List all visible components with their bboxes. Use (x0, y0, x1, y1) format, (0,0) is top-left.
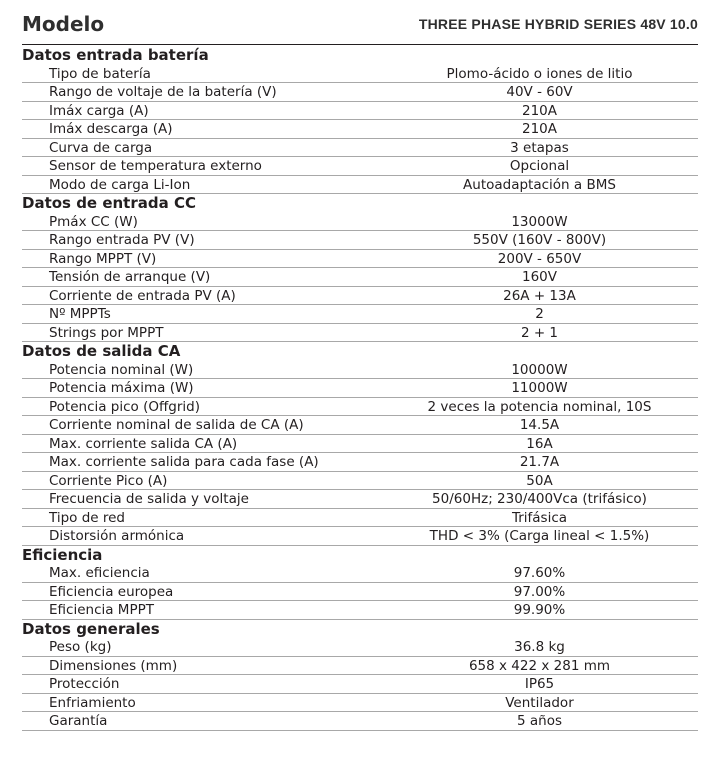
row-value: 50/60Hz; 230/400Vca (trifásico) (432, 491, 647, 507)
row-label: Garantía (49, 713, 108, 729)
row-label: Potencia nominal (W) (49, 361, 194, 378)
row-value: 36.8 kg (514, 639, 565, 655)
row-value: 2 (535, 306, 544, 322)
row-label: Eficiencia MPPT (49, 602, 154, 618)
table-row (22, 379, 698, 398)
row-value: 97.00% (513, 583, 566, 600)
row-label: Corriente Pico (A) (49, 472, 168, 489)
row-label: Dimensiones (mm) (49, 657, 178, 674)
table-row (22, 509, 698, 528)
row-label: Sensor de temperatura externo (49, 158, 262, 174)
header-divider (22, 44, 698, 45)
row-value: 210A (521, 102, 557, 119)
table-row (22, 490, 698, 509)
row-value: 50A (526, 472, 553, 489)
table-row (22, 83, 698, 102)
section-title: Datos de salida CA (22, 342, 181, 360)
row-label: Tipo de batería (49, 65, 151, 82)
row-value: 97.60% (513, 565, 566, 581)
row-label: Corriente nominal de salida de CA (A) (49, 417, 304, 433)
table-row (22, 65, 698, 84)
table-row (22, 213, 698, 232)
section-title: Datos de entrada CC (22, 194, 196, 212)
table-row (22, 712, 698, 731)
row-value: 21.7A (519, 454, 560, 470)
table-row (22, 231, 698, 250)
table-row (22, 657, 698, 676)
table-row (22, 435, 698, 454)
row-value: 200V - 650V (497, 250, 582, 267)
table-row (22, 527, 698, 546)
row-label: Rango MPPT (V) (49, 250, 157, 267)
row-label: Imáx descarga (A) (49, 121, 173, 137)
row-label: Imáx carga (A) (49, 102, 149, 119)
row-value: 10000W (511, 361, 568, 378)
row-value: 658 x 422 x 281 mm (468, 657, 611, 674)
row-label: Frecuencia de salida y voltaje (49, 491, 249, 507)
table-row (22, 250, 698, 269)
section-title: Datos generales (22, 619, 160, 638)
header (22, 8, 698, 42)
row-label: Pmáx CC (W) (49, 213, 138, 230)
row-label: Strings por MPPT (49, 324, 164, 341)
row-value: Plomo-ácido o iones de litio (446, 65, 633, 82)
row-value: 210A (521, 121, 557, 137)
row-label: Max. corriente salida CA (A) (49, 435, 238, 452)
table-row (22, 176, 698, 195)
row-value: 5 años (516, 713, 562, 729)
row-value: Trifásica (511, 509, 568, 526)
row-value: 2 + 1 (520, 324, 559, 341)
table-row (22, 675, 698, 694)
row-label: Distorsión armónica (49, 528, 185, 544)
table-row (22, 416, 698, 435)
row-value: 26A + 13A (503, 287, 576, 304)
table-row (22, 268, 698, 287)
row-label: Tipo de red (49, 509, 125, 526)
row-value: Opcional (509, 158, 570, 174)
row-label: Nº MPPTs (49, 306, 111, 322)
row-label: Potencia máxima (W) (49, 380, 194, 396)
row-label: Tensión de arranque (V) (49, 269, 211, 285)
row-value: 13000W (511, 213, 568, 230)
table-row (22, 102, 698, 121)
section-title: Eficiencia (22, 545, 103, 564)
table-row (22, 453, 698, 472)
row-label: Eficiencia europea (49, 583, 174, 600)
table-row (22, 694, 698, 713)
row-value: 16A (526, 435, 553, 452)
row-value: 3 etapas (510, 139, 569, 156)
row-value: IP65 (524, 676, 555, 692)
row-label: Peso (kg) (49, 639, 112, 655)
table-row (22, 139, 698, 158)
row-value: 11000W (511, 380, 568, 396)
row-value: 2 veces la potencia nominal, 10S (427, 398, 652, 415)
table-row (22, 564, 698, 583)
page-title: Modelo (22, 12, 105, 36)
table-row (22, 305, 698, 324)
table-row (22, 157, 698, 176)
row-label: Max. eficiencia (49, 565, 150, 581)
row-value: 99.90% (513, 602, 566, 618)
table-row (22, 601, 698, 620)
row-label: Corriente de entrada PV (A) (49, 287, 236, 304)
section-title: Datos entrada batería (22, 46, 209, 64)
row-label: Protección (49, 676, 120, 692)
table-row (22, 324, 698, 343)
table-row (22, 398, 698, 417)
row-label: Max. corriente salida para cada fase (A) (49, 454, 319, 470)
row-label: Potencia pico (Offgrid) (49, 398, 201, 415)
row-value: 550V (160V - 800V) (472, 232, 607, 248)
row-value: THD < 3% (Carga lineal < 1.5%) (429, 528, 650, 544)
table-row (22, 120, 698, 139)
model-name: THREE PHASE HYBRID SERIES 48V 10.0 (418, 16, 698, 32)
row-label: Enfriamiento (49, 694, 136, 711)
row-value: Ventilador (505, 694, 574, 711)
table-row (22, 472, 698, 491)
table-row (22, 638, 698, 657)
row-label: Modo de carga Li-Ion (49, 176, 191, 193)
row-value: Autoadaptación a BMS (463, 176, 616, 193)
row-label: Rango de voltaje de la batería (V) (49, 84, 277, 100)
row-label: Curva de carga (49, 139, 153, 156)
row-value: 40V - 60V (506, 84, 573, 100)
table-row (22, 361, 698, 380)
table-row (22, 287, 698, 306)
table-row (22, 583, 698, 602)
row-value: 160V (521, 269, 557, 285)
row-value: 14.5A (519, 417, 560, 433)
row-label: Rango entrada PV (V) (49, 232, 195, 248)
spec-table (22, 46, 698, 731)
